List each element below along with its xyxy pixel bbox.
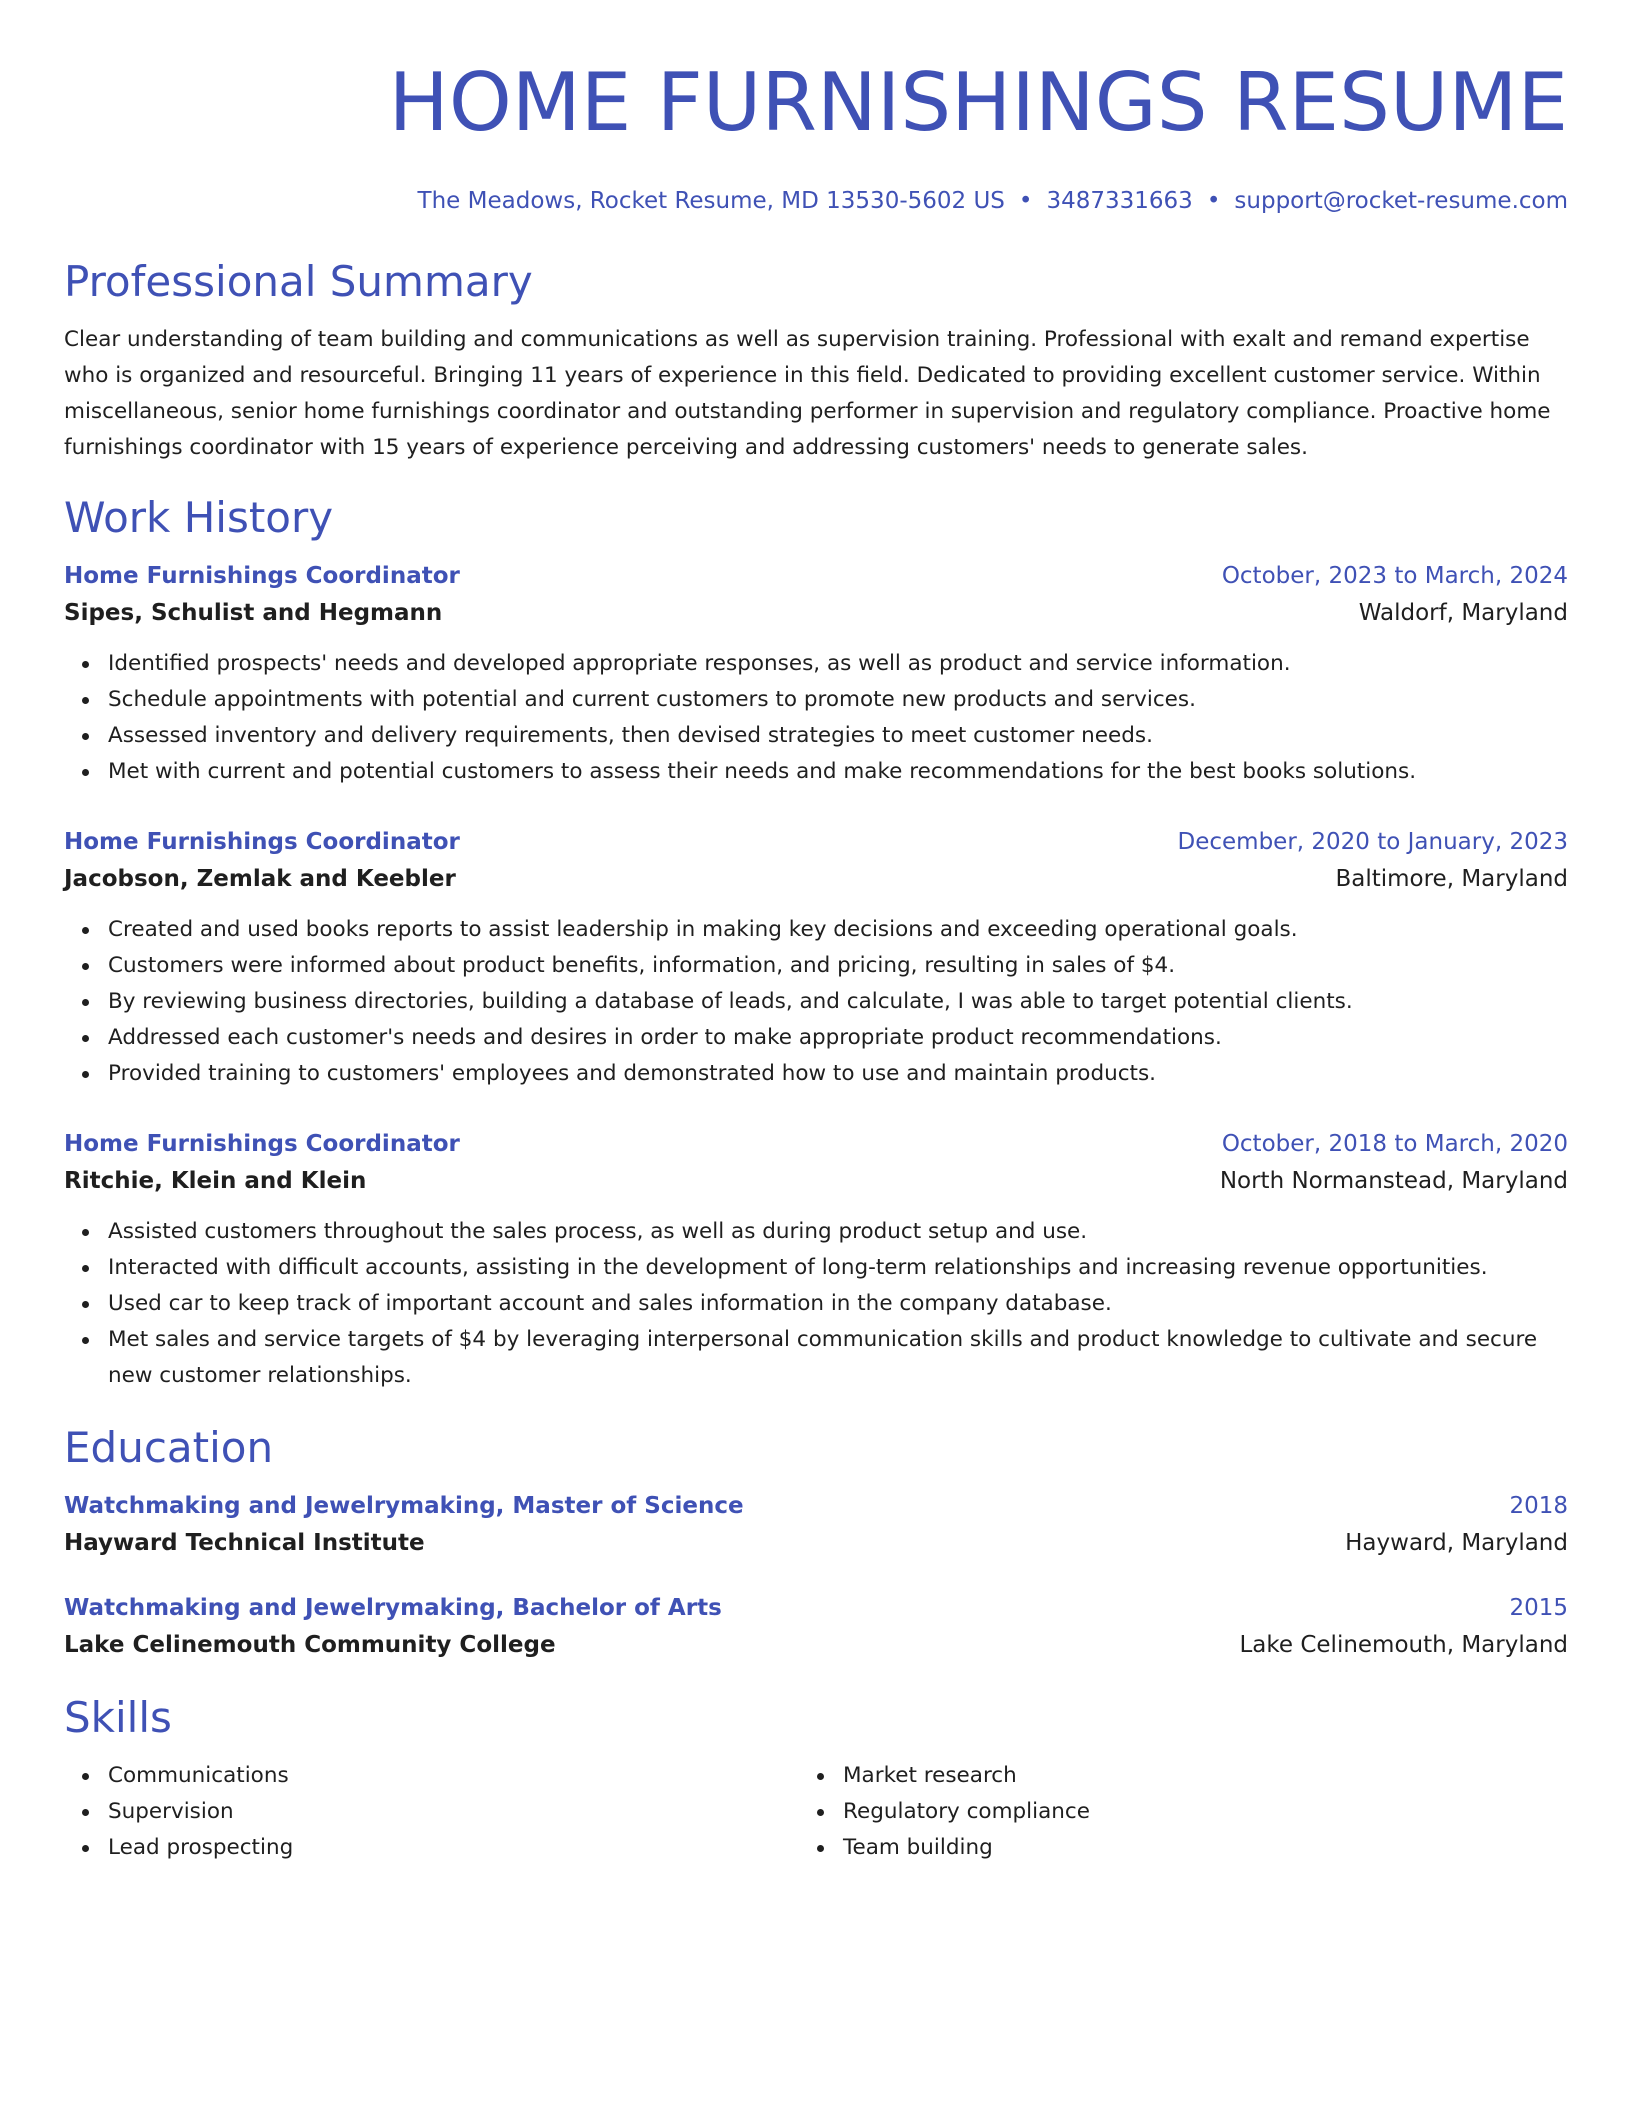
contact-address: The Meadows, Rocket Resume, MD 13530-5602 US [417, 188, 1005, 214]
job-company-row [64, 860, 1568, 898]
education-school: Hayward Technical Institute [64, 1530, 425, 1556]
contact-email: support@rocket-resume.com [1234, 188, 1568, 214]
education-year: 2018 [1509, 1493, 1568, 1519]
education-school-row [64, 1524, 1568, 1562]
job-dates: October, 2018 to March, 2020 [1221, 1131, 1568, 1157]
job-company: Sipes, Schulist and Hegmann [64, 600, 443, 626]
contact-line [64, 186, 1568, 216]
skill-item: Communications [108, 1758, 799, 1794]
job-bullet: Schedule appointments with potential and current customers to promote new products and services. [108, 682, 1568, 718]
job-bullet: Used car to keep track of important account and sales information in the company database. [108, 1286, 1568, 1322]
job-entry [64, 1126, 1568, 1394]
job-bullet: Provided training to customers' employees and demonstrated how to use and maintain products. [108, 1056, 1568, 1092]
contact-separator: • [1206, 188, 1221, 214]
job-bullet: Created and used books reports to assist leadership in making key decisions and exceeding operational goals. [108, 912, 1568, 948]
skills-column-right [799, 1758, 1534, 1866]
resume-title: HOME FURNISHINGS RESUME [388, 56, 1568, 149]
job-bullet: Assessed inventory and delivery requirements, then devised strategies to meet customer needs. [108, 718, 1568, 754]
job-role: Home Furnishings Coordinator [64, 1131, 460, 1157]
summary-heading: Professional Summary [64, 257, 533, 306]
education-school: Lake Celinemouth Community College [64, 1632, 556, 1658]
education-location: Lake Celinemouth, Maryland [1239, 1632, 1568, 1658]
work-history-section [64, 492, 1568, 1394]
education-heading: Education [64, 1423, 274, 1472]
job-dates: December, 2020 to January, 2023 [1177, 829, 1568, 855]
job-company-row [64, 594, 1568, 632]
job-header-row [64, 558, 1568, 594]
skill-item: Team building [843, 1830, 1534, 1866]
job-bullets [64, 646, 1568, 790]
skills-heading: Skills [64, 1693, 172, 1742]
job-location: Waldorf, Maryland [1358, 600, 1568, 626]
job-bullet: Identified prospects' needs and developed appropriate responses, as well as product and service information. [108, 646, 1568, 682]
skills-column-left [64, 1758, 799, 1866]
work-history-heading: Work History [64, 493, 334, 542]
job-company-row [64, 1162, 1568, 1200]
job-company: Ritchie, Klein and Klein [64, 1168, 367, 1194]
job-bullet: Addressed each customer's needs and desires in order to make appropriate product recommendations. [108, 1020, 1568, 1056]
education-year: 2015 [1509, 1595, 1568, 1621]
job-bullets [64, 1214, 1568, 1394]
job-location: North Normanstead, Maryland [1219, 1168, 1568, 1194]
job-bullet: By reviewing business directories, building a database of leads, and calculate, I was able to target potential clients. [108, 984, 1568, 1020]
job-entry [64, 558, 1568, 790]
education-degree: Watchmaking and Jewelrymaking, Master of Science [64, 1493, 744, 1519]
job-bullet: Assisted customers throughout the sales process, as well as during product setup and use. [108, 1214, 1568, 1250]
skill-item: Market research [843, 1758, 1534, 1794]
education-degree-row [64, 1590, 1568, 1626]
resume-header [64, 58, 1568, 216]
job-role: Home Furnishings Coordinator [64, 563, 460, 589]
skills-section [64, 1692, 1568, 1866]
job-bullets [64, 912, 1568, 1092]
job-bullet: Interacted with difficult accounts, assisting in the development of long-term relationships and increasing revenue opportunities. [108, 1250, 1568, 1286]
skill-item: Supervision [108, 1794, 799, 1830]
skills-columns [64, 1758, 1568, 1866]
education-degree-row [64, 1488, 1568, 1524]
job-header-row [64, 824, 1568, 860]
education-entry [64, 1488, 1568, 1562]
education-section [64, 1422, 1568, 1664]
job-bullet: Met sales and service targets of $4 by leveraging interpersonal communication skills and product knowledge to cultivate and secure new customer relationships. [108, 1322, 1568, 1394]
skill-item: Lead prospecting [108, 1830, 799, 1866]
contact-phone: 3487331663 [1046, 188, 1193, 214]
skills-list [799, 1758, 1534, 1866]
job-entry [64, 824, 1568, 1092]
education-location: Hayward, Maryland [1345, 1530, 1568, 1556]
education-degree: Watchmaking and Jewelrymaking, Bachelor of Arts [64, 1595, 722, 1621]
job-dates: October, 2023 to March, 2024 [1221, 563, 1568, 589]
summary-section [64, 256, 1568, 466]
job-company: Jacobson, Zemlak and Keebler [64, 866, 456, 892]
education-school-row [64, 1626, 1568, 1664]
job-bullet: Met with current and potential customers to assess their needs and make recommendations for the best books solutions. [108, 754, 1568, 790]
contact-separator: • [1018, 188, 1033, 214]
job-role: Home Furnishings Coordinator [64, 829, 460, 855]
job-location: Baltimore, Maryland [1335, 866, 1568, 892]
summary-text: Clear understanding of team building and communications as well as supervision training. Professional with exalt and remand expertise who is organized and resourceful. Bringing 11 years of experience in this field. Dedicated to providing excellent customer service. Within miscellaneous, senior home furnishings coordinator and outstanding performer in supervision and regulatory compliance. Proactive home furnishings coordinator with 15 years of experience perceiving and addressing customers' needs to generate sales. [64, 327, 1551, 460]
job-bullet: Customers were informed about product benefits, information, and pricing, resulting in sales of $4. [108, 948, 1568, 984]
job-header-row [64, 1126, 1568, 1162]
education-entry [64, 1590, 1568, 1664]
skill-item: Regulatory compliance [843, 1794, 1534, 1830]
skills-list [64, 1758, 799, 1866]
